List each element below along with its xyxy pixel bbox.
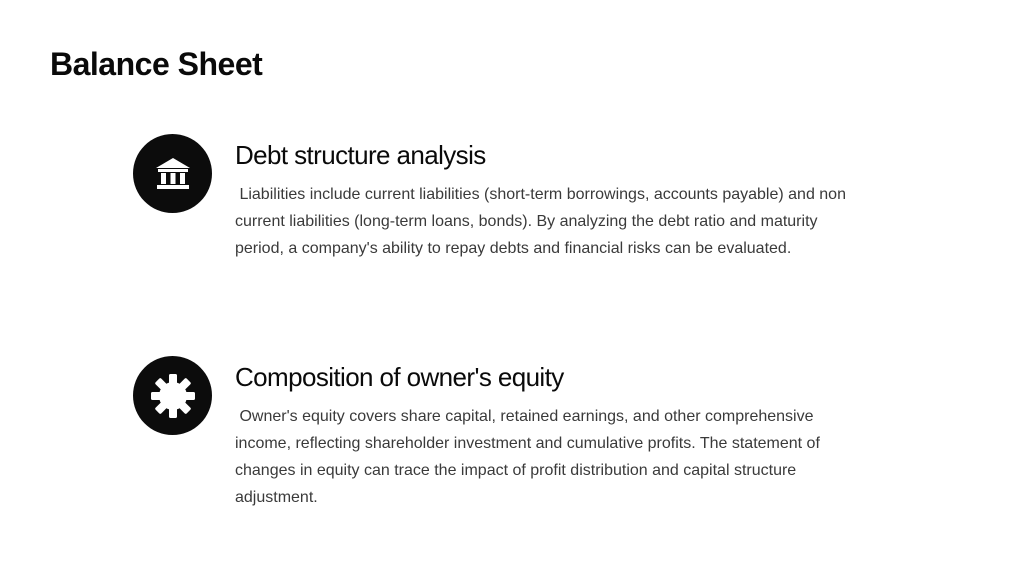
section-heading: Composition of owner's equity [235,362,564,392]
bank-icon [155,157,191,191]
section-body: Owner's equity covers share capital, retained earnings, and other comprehensive income, reflecting shareholder investment and cumulative profits. The statement of changes in equity can trace the impact of profit distribution and capital structure adjustment. [235,408,825,506]
section-body: Liabilities include current liabilities (short-term borrowings, accounts payable) and non current liabilities (long-term loans, bonds). By analyzing the debt ratio and maturity period, a company's ability to repay debts and financial risks can be evaluated. [235,186,851,257]
page-title: Balance Sheet [50,46,263,82]
gear-icon-badge [133,356,212,435]
bank-icon-badge [133,134,212,213]
section-heading: Debt structure analysis [235,140,486,170]
gear-icon [150,373,196,419]
